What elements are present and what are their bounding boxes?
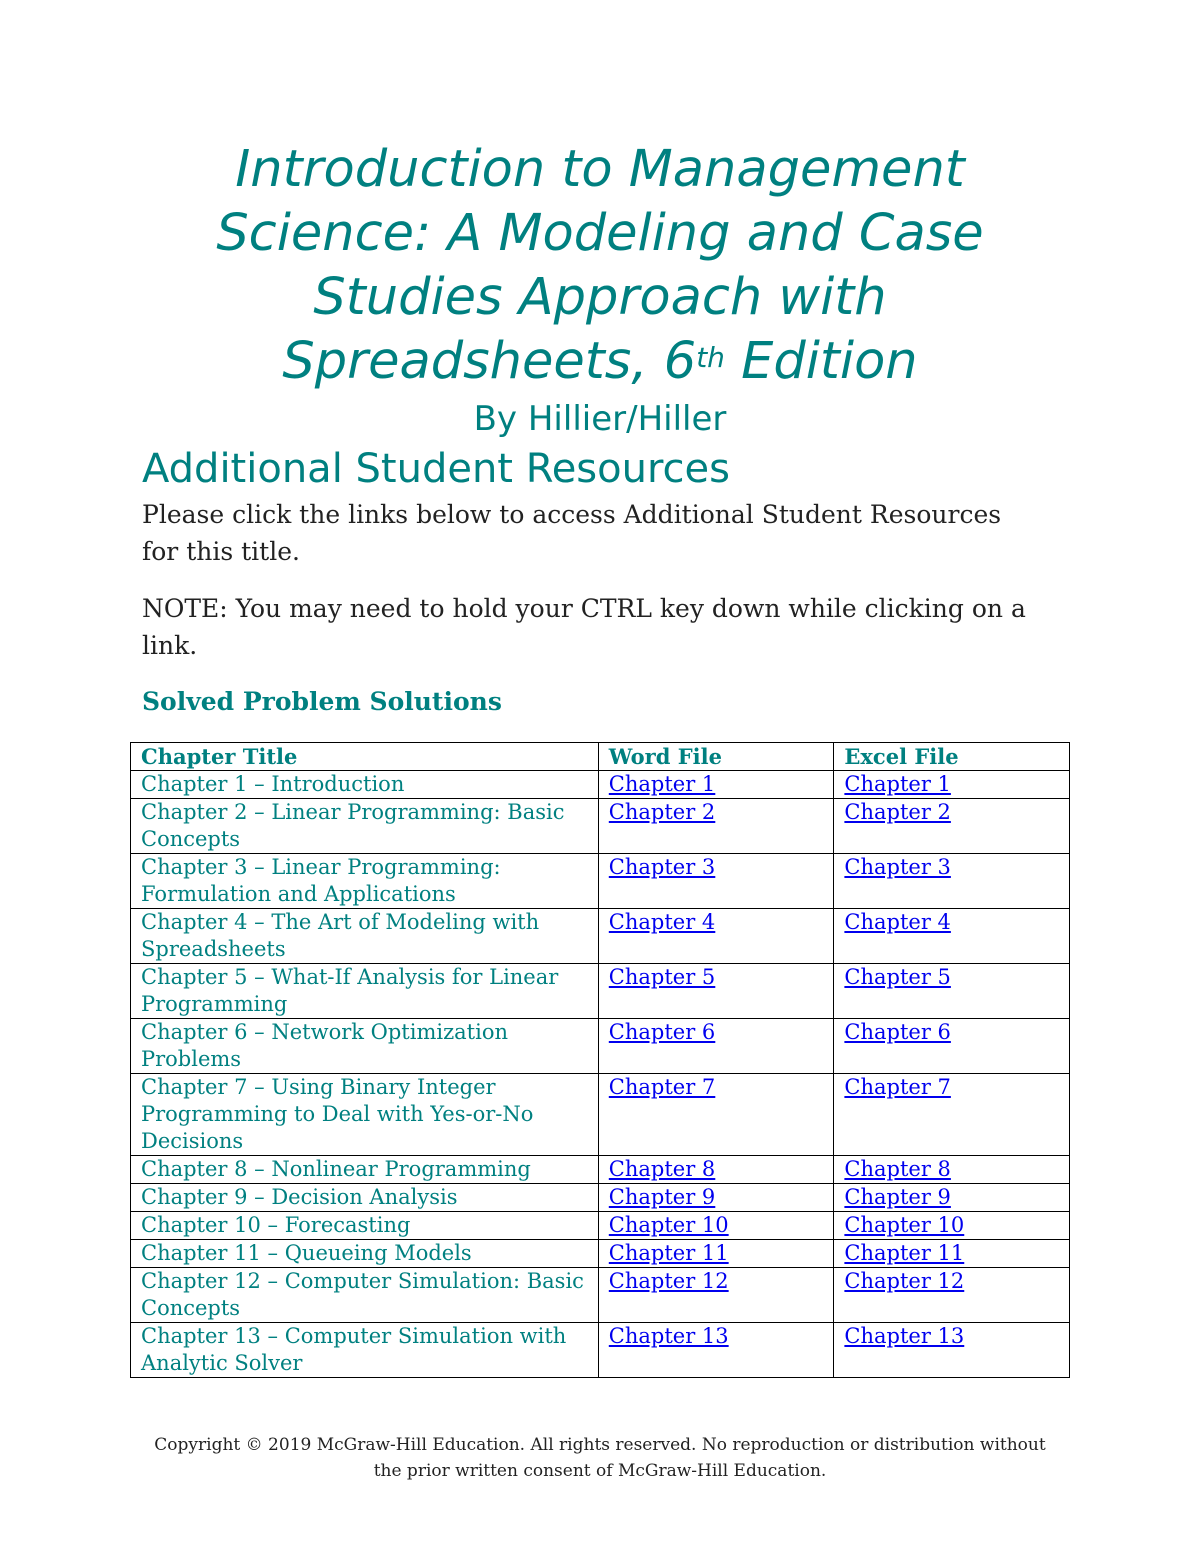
word-file-cell (598, 1212, 834, 1240)
word-file-link[interactable]: Chapter 3 (608, 855, 716, 879)
excel-file-cell (834, 1240, 1070, 1268)
excel-file-link[interactable]: Chapter 5 (844, 965, 951, 989)
excel-file-cell (834, 1268, 1070, 1323)
table-row (131, 1074, 1070, 1156)
table-row (131, 1268, 1070, 1323)
word-file-link[interactable]: Chapter 2 (608, 800, 716, 824)
resources-table (130, 742, 1070, 1378)
chapter-title-cell: Chapter 10 – Forecasting (131, 1212, 599, 1240)
table-header-row (131, 743, 1070, 771)
excel-file-link[interactable]: Chapter 4 (844, 910, 951, 934)
excel-file-cell (834, 909, 1070, 964)
table-row (131, 909, 1070, 964)
excel-file-link[interactable]: Chapter 1 (844, 772, 951, 796)
excel-file-link[interactable]: Chapter 6 (844, 1020, 951, 1044)
table-row (131, 854, 1070, 909)
word-file-cell (598, 1268, 834, 1323)
word-file-link[interactable]: Chapter 8 (608, 1157, 716, 1181)
word-file-cell (598, 1184, 834, 1212)
word-file-cell (598, 1019, 834, 1074)
title-text: Edition (724, 332, 918, 391)
column-header-word-file: Word File (598, 743, 834, 771)
excel-file-cell (834, 771, 1070, 799)
chapter-title-cell: Chapter 2 – Linear Programming: Basic Concepts (131, 799, 599, 854)
word-file-link[interactable]: Chapter 12 (608, 1269, 729, 1293)
chapter-title-cell: Chapter 9 – Decision Analysis (131, 1184, 599, 1212)
word-file-cell (598, 771, 834, 799)
chapter-title-cell: Chapter 1 – Introduction (131, 771, 599, 799)
word-file-cell (598, 1240, 834, 1268)
table-row (131, 1184, 1070, 1212)
title-line: Introduction to Management (235, 140, 965, 199)
excel-file-link[interactable]: Chapter 9 (844, 1185, 951, 1209)
chapter-title-cell: Chapter 13 – Computer Simulation with Analytic Solver (131, 1323, 599, 1378)
excel-file-cell (834, 1323, 1070, 1378)
word-file-link[interactable]: Chapter 13 (608, 1324, 729, 1348)
chapter-title-cell: Chapter 3 – Linear Programming: Formulation and Applications (131, 854, 599, 909)
table-row (131, 799, 1070, 854)
word-file-link[interactable]: Chapter 5 (608, 965, 716, 989)
word-file-cell (598, 1074, 834, 1156)
table-row (131, 1240, 1070, 1268)
footer-line: the prior written consent of McGraw-Hill Education. (373, 1461, 827, 1481)
word-file-cell (598, 964, 834, 1019)
table-row (131, 771, 1070, 799)
excel-file-cell (834, 1184, 1070, 1212)
table-row (131, 1019, 1070, 1074)
column-header-chapter-title: Chapter Title (131, 743, 599, 771)
word-file-link[interactable]: Chapter 1 (608, 772, 716, 796)
intro-paragraph: Please click the links below to access Additional Student Resources for this title. (142, 500, 1002, 566)
excel-file-link[interactable]: Chapter 7 (844, 1075, 951, 1099)
word-file-cell (598, 799, 834, 854)
title-line (130, 330, 1070, 394)
excel-file-cell (834, 1212, 1070, 1240)
word-file-cell (598, 854, 834, 909)
excel-file-link[interactable]: Chapter 13 (844, 1324, 965, 1348)
word-file-link[interactable]: Chapter 4 (608, 910, 716, 934)
excel-file-link[interactable]: Chapter 8 (844, 1157, 951, 1181)
note-paragraph: NOTE: You may need to hold your CTRL key down while clicking on a link. (142, 594, 1026, 660)
table-row (131, 964, 1070, 1019)
copyright-footer (130, 1432, 1070, 1484)
excel-file-link[interactable]: Chapter 2 (844, 800, 951, 824)
excel-file-cell (834, 854, 1070, 909)
title-line: Science: A Modeling and Case (216, 204, 984, 263)
author-byline: By Hillier/Hiller (473, 399, 727, 439)
chapter-title-cell: Chapter 8 – Nonlinear Programming (131, 1156, 599, 1184)
chapter-title-cell: Chapter 12 – Computer Simulation: Basic Concepts (131, 1268, 599, 1323)
word-file-link[interactable]: Chapter 6 (608, 1020, 716, 1044)
column-header-excel-file: Excel File (834, 743, 1070, 771)
table-row (131, 1323, 1070, 1378)
footer-line: Copyright © 2019 McGraw-Hill Education. All rights reserved. No reproduction or distribution without (154, 1435, 1046, 1455)
chapter-title-cell: Chapter 6 – Network Optimization Problems (131, 1019, 599, 1074)
chapter-title-cell: Chapter 11 – Queueing Models (131, 1240, 599, 1268)
word-file-link[interactable]: Chapter 9 (608, 1185, 716, 1209)
word-file-cell (598, 909, 834, 964)
excel-file-link[interactable]: Chapter 10 (844, 1213, 965, 1237)
excel-file-cell (834, 799, 1070, 854)
excel-file-cell (834, 1019, 1070, 1074)
word-file-link[interactable]: Chapter 7 (608, 1075, 716, 1099)
table-row (131, 1212, 1070, 1240)
title-superscript: th (696, 341, 725, 374)
chapter-title-cell: Chapter 7 – Using Binary Integer Programming to Deal with Yes-or-No Decisions (131, 1074, 599, 1156)
word-file-cell (598, 1156, 834, 1184)
title-line: Studies Approach with (313, 268, 887, 327)
title-text: Spreadsheets, 6 (282, 332, 697, 391)
resources-heading: Additional Student Resources (142, 446, 730, 492)
table-row (131, 1156, 1070, 1184)
excel-file-link[interactable]: Chapter 11 (844, 1241, 965, 1265)
excel-file-link[interactable]: Chapter 3 (844, 855, 951, 879)
excel-file-link[interactable]: Chapter 12 (844, 1269, 965, 1293)
excel-file-cell (834, 1156, 1070, 1184)
chapter-title-cell: Chapter 4 – The Art of Modeling with Spreadsheets (131, 909, 599, 964)
excel-file-cell (834, 964, 1070, 1019)
word-file-cell (598, 1323, 834, 1378)
document-title (130, 138, 1070, 394)
word-file-link[interactable]: Chapter 11 (608, 1241, 729, 1265)
chapter-title-cell: Chapter 5 – What-If Analysis for Linear Programming (131, 964, 599, 1019)
section-heading: Solved Problem Solutions (142, 687, 502, 716)
word-file-link[interactable]: Chapter 10 (608, 1213, 729, 1237)
excel-file-cell (834, 1074, 1070, 1156)
